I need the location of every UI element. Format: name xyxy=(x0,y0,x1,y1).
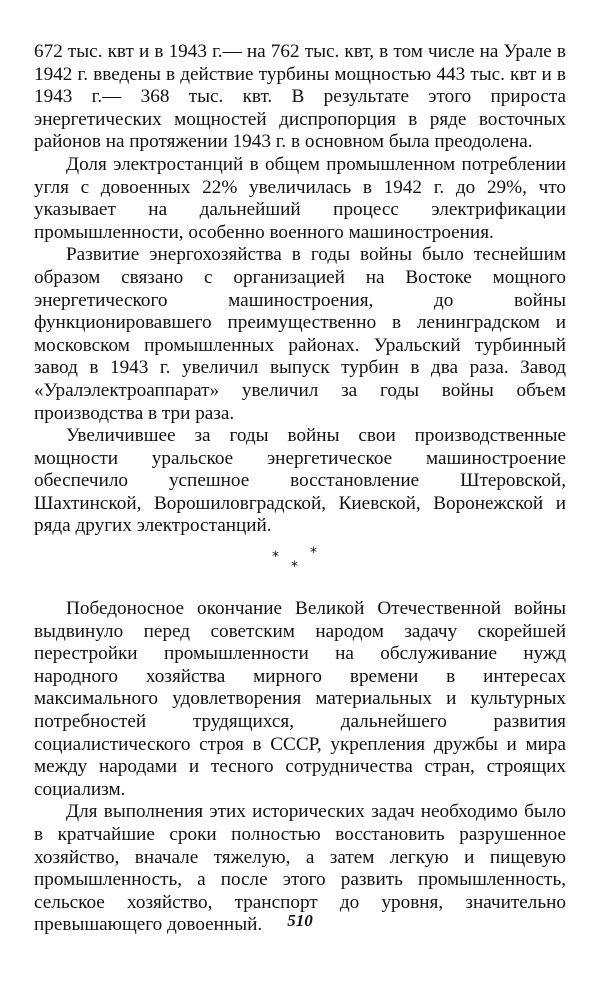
paragraph: Доля электростанций в общем промышленном потреблении угля с довоенных 22% увеличилась в 1942 г. до 29%, что указывает на дальнейший процесс электрификации промышленности, особенно военного машиностроения. xyxy=(34,153,566,243)
asterisk-icon: * xyxy=(310,545,317,561)
paragraph: 672 тыс. квт и в 1943 г.— на 762 тыс. квт, в том числе на Урале в 1942 г. введены в действие турбины мощностью 443 тыс. квт и в 1943 г.— 368 тыс. квт. В результате этого прироста энергетических мощностей диспропорция в ряде восточных районов на протяжении 1943 г. в основном была преодолена. xyxy=(34,41,566,153)
paragraph: Победоносное окончание Великой Отечественной войны выдвинуло перед советским народом задачу скорейшей перестройки промышленности на обслуживание нужд народного хозяйства мирного времени в интересах максимального удовлетворения материальных и культурных потребностей трудящихся, дальнейшего развития социалистического строя в СССР, укрепления дружбы и мира между народами и тесного сотрудничества стран, строящих социализм. xyxy=(34,598,566,800)
text-block-top xyxy=(34,41,566,538)
text-block-bottom xyxy=(34,598,566,937)
asterisk-icon: * xyxy=(291,559,298,575)
paragraph: Развитие энергохозяйства в годы войны было теснейшим образом связано с организацией на Востоке мощного энергетического машиностроения, до войны функционировавшего преимущественно в ленинградском и московском промышленных районах. Уральский турбинный завод в 1943 г. увеличил выпуск турбин в два раза. Завод «Уралэлектроаппарат» увеличил за годы войны объем производства в три раза. xyxy=(34,244,566,424)
paragraph: Для выполнения этих исторических задач необходимо было в кратчайшие сроки полностью восстановить разрушенное хозяйство, вначале тяжелую, а затем легкую и пищевую промышленность, а после этого развить промышленность, сельское хозяйство, транспорт до уровня, значительно превышающего довоенный. xyxy=(34,801,566,936)
section-separator xyxy=(272,546,330,576)
paragraph: Увеличившее за годы войны свои производственные мощности уральское энергетическое машиностроение обеспечило успешное восстановление Штеровской, Шахтинской, Ворошиловградской, Киевской, Воронежской и ряда других электростанций. xyxy=(34,425,566,537)
asterisk-icon: * xyxy=(272,549,279,565)
page-number: 510 xyxy=(287,911,313,930)
